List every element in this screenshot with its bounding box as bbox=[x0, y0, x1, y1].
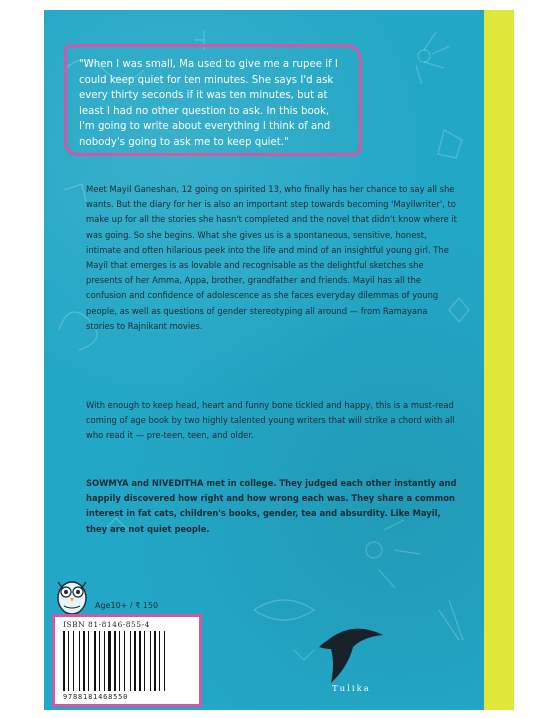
blurb-paragraph-1: Meet Mayil Ganeshan, 12 going on spirited 13, who finally has her chance to say all she wants. But the diary for her is also an important step towards becoming 'Mayilwriter', to make up for all the stories she hasn't completed and the novel that didn't know where it was going. So she begins. What she gives us is a spontaneous, sensitive, honest, intimate and often hilarious peek into the life and mind of an insightful young girl. The Mayil that emerges is as lovable and recognisable as the delightful sketches she presents of her Amma, Appa, brother, grandfather and friends. Mayil has all the confusion and confidence of adolescence as she faces everyday dilemmas of young people, as well as questions of gender stereotyping all around — from Ramayana stories to Rajnikant movies. bbox=[86, 184, 457, 331]
quote-box bbox=[64, 44, 362, 156]
publisher-name: Tulika bbox=[332, 684, 371, 694]
barcode-bar bbox=[130, 631, 131, 691]
barcode-bar bbox=[139, 631, 141, 691]
age-price-label: Age10+ / ₹ 150 bbox=[95, 601, 159, 610]
barcode-bar bbox=[83, 631, 85, 691]
barcode-bar bbox=[150, 631, 151, 691]
barcode-bar bbox=[104, 631, 105, 691]
spine-edge bbox=[484, 10, 514, 710]
barcode-bar bbox=[144, 631, 145, 691]
barcode-bar bbox=[134, 631, 136, 691]
barcode-bar bbox=[119, 631, 120, 691]
barcode-bar bbox=[99, 631, 100, 691]
barcode-bar bbox=[68, 631, 69, 691]
isbn-label: ISBN 81-8146-855-4 bbox=[63, 620, 150, 629]
authors-note: SOWMYA and NIVEDITHA met in college. They judged each other instantly and happily discovered how right and how wrong each was. They share a common interest in fat cats, children's books, gender, tea and absurdity. Like Mayil, they are not quiet people. bbox=[86, 478, 457, 534]
owl-icon bbox=[52, 572, 92, 616]
barcode-bar bbox=[73, 631, 74, 691]
barcode-bar bbox=[154, 631, 156, 691]
barcode bbox=[63, 631, 191, 691]
barcode-bar bbox=[108, 631, 111, 691]
barcode-number: 9788181468550 bbox=[63, 693, 129, 701]
quote-text: "When I was small, Ma used to give me a rupee if I could keep quiet for ten minutes. She says I'd ask every thirty seconds if it was ten minutes, but at least I had no other question to ask. In this book, I'm going to write about everything I think of and nobody's going to ask me to keep quiet." bbox=[79, 59, 338, 148]
barcode-bar bbox=[79, 631, 80, 691]
blurb-paragraph-2: With enough to keep head, heart and funny bone tickled and happy, this is a must-read coming of age book by two highly talented young writers that will strike a chord with all who read it — pre-teen, teen, and older. bbox=[86, 400, 455, 441]
barcode-bar bbox=[164, 631, 165, 691]
barcode-bar bbox=[63, 631, 65, 691]
back-cover bbox=[44, 10, 484, 710]
barcode-bar bbox=[94, 631, 96, 691]
barcode-bar bbox=[159, 631, 160, 691]
barcode-panel bbox=[52, 614, 202, 707]
barcode-bar bbox=[88, 631, 89, 691]
barcode-bar bbox=[114, 631, 116, 691]
barcode-bar bbox=[124, 631, 125, 691]
